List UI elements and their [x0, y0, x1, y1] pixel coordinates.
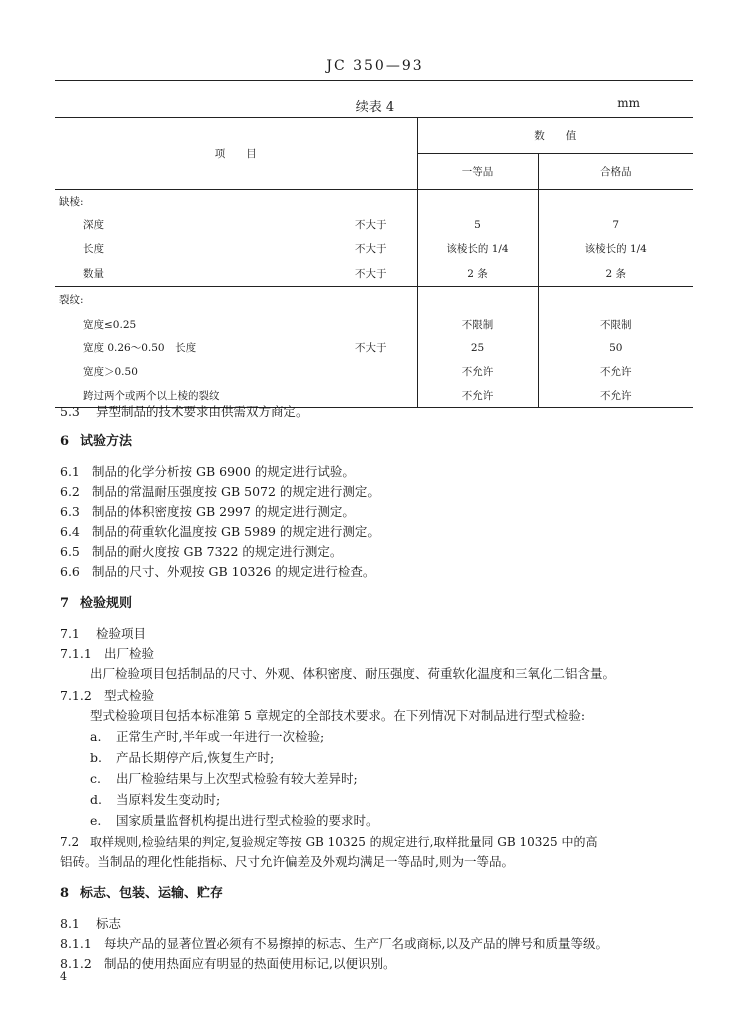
list-item-c: c. 出厂检验结果与上次型式检验有较大差异时;	[90, 771, 358, 786]
row-first: 不允许	[417, 360, 538, 384]
list-item-a: a. 正常生产时,半年或一年进行一次检验;	[90, 729, 325, 744]
row-limit: 不大于	[355, 342, 387, 354]
row-qualified: 该棱长的 1/4	[538, 237, 693, 261]
list-item-e: e. 国家质量监督机构提出进行型式检验的要求时。	[90, 813, 379, 828]
spec-table	[55, 117, 693, 408]
row-label: 跨过两个或两个以上棱的裂纹	[83, 389, 220, 402]
group-title: 缺棱:	[59, 195, 84, 208]
row-label: 长度	[83, 243, 104, 255]
group-title: 裂纹:	[59, 294, 84, 307]
paragraph-6-5: 6.5 制品的耐火度按 GB 7322 的规定进行测定。	[60, 544, 343, 559]
row-label: 宽度＞0.50	[83, 366, 138, 378]
paragraph-7-2-cont: 铝砖。当制品的理化性能指标、尺寸允许偏差及外观均满足一等品时,则为一等品。	[60, 854, 514, 869]
col-values-header: 数 值	[417, 118, 693, 154]
row-first: 5	[417, 213, 538, 237]
paragraph-6-6: 6.6 制品的尺寸、外观按 GB 10326 的规定进行检查。	[60, 564, 376, 579]
list-item-b: b. 产品长期停产后,恢复生产时;	[90, 750, 275, 765]
col-qualified-grade: 合格品	[538, 154, 693, 190]
table-unit: mm	[617, 96, 640, 110]
section-7-heading: 7 检验规则	[60, 596, 133, 611]
paragraph-7-1-1-body: 出厂检验项目包括制品的尺寸、外观、体积密度、耐压强度、荷重软化温度和三氧化二铝含量。	[90, 666, 616, 681]
paragraph-7-1-1: 7.1.1 出厂检验	[60, 646, 155, 661]
paragraph-7-1-2-body: 型式检验项目包括本标准第 5 章规定的全部技术要求。在下列情况下对制品进行型式检验:	[90, 708, 586, 723]
row-limit: 不大于	[355, 219, 387, 231]
paragraph-6-2: 6.2 制品的常温耐压强度按 GB 5072 的规定进行测定。	[60, 484, 380, 499]
paragraph-6-3: 6.3 制品的体积密度按 GB 2997 的规定进行测定。	[60, 504, 355, 519]
row-first: 不允许	[417, 384, 538, 408]
table-row	[55, 360, 693, 384]
paragraph-7-1-2: 7.1.2 型式检验	[60, 688, 155, 703]
page-number: 4	[60, 970, 67, 983]
row-limit: 不大于	[355, 243, 387, 255]
paragraph-8-1: 8.1 标志	[60, 916, 122, 931]
row-qualified: 7	[538, 213, 693, 237]
row-qualified: 不限制	[538, 313, 693, 336]
section-8-heading: 8 标志、包装、运输、贮存	[60, 886, 224, 901]
table-row	[55, 313, 693, 336]
row-qualified: 不允许	[538, 360, 693, 384]
table-row	[55, 336, 693, 360]
paragraph-8-1-2: 8.1.2 制品的使用热面应有明显的热面使用标记,以便识别。	[60, 956, 396, 971]
paragraph-5-3: 5.3 异型制品的技术要求由供需双方商定。	[60, 404, 309, 419]
row-label: 宽度≤0.25	[83, 318, 137, 331]
row-label: 宽度 0.26～0.50 长度	[83, 342, 197, 354]
row-qualified: 50	[538, 336, 693, 360]
col-item-header: 项 目	[55, 118, 417, 190]
section-6-heading: 6 试验方法	[60, 434, 133, 449]
row-first: 25	[417, 336, 538, 360]
row-first: 不限制	[417, 313, 538, 336]
table-row	[55, 213, 693, 237]
list-item-d: d. 当原料发生变动时;	[90, 792, 221, 807]
table-row	[55, 237, 693, 261]
paragraph-7-2: 7.2 取样规则,检验结果的判定,复验规定等按 GB 10325 的规定进行,取样批量同 GB 10325 中的高	[60, 835, 598, 849]
row-label: 数量	[83, 267, 104, 280]
row-limit: 不大于	[355, 267, 387, 280]
row-qualified: 2 条	[538, 261, 693, 287]
table-row	[55, 261, 693, 287]
row-qualified: 不允许	[538, 384, 693, 408]
header-rule	[55, 80, 693, 81]
document-code: JC 350—93	[326, 58, 424, 74]
row-label: 深度	[83, 219, 104, 231]
row-first: 该棱长的 1/4	[417, 237, 538, 261]
paragraph-6-1: 6.1 制品的化学分析按 GB 6900 的规定进行试验。	[60, 464, 355, 479]
row-first: 2 条	[417, 261, 538, 287]
paragraph-6-4: 6.4 制品的荷重软化温度按 GB 5989 的规定进行测定。	[60, 524, 380, 539]
paragraph-7-1: 7.1 检验项目	[60, 626, 147, 641]
table-title: 续表 4	[355, 100, 395, 115]
paragraph-8-1-1: 8.1.1 每块产品的显著位置必须有不易擦掉的标志、生产厂名或商标,以及产品的牌号和质量等级。	[60, 936, 608, 951]
col-first-grade: 一等品	[417, 154, 538, 190]
